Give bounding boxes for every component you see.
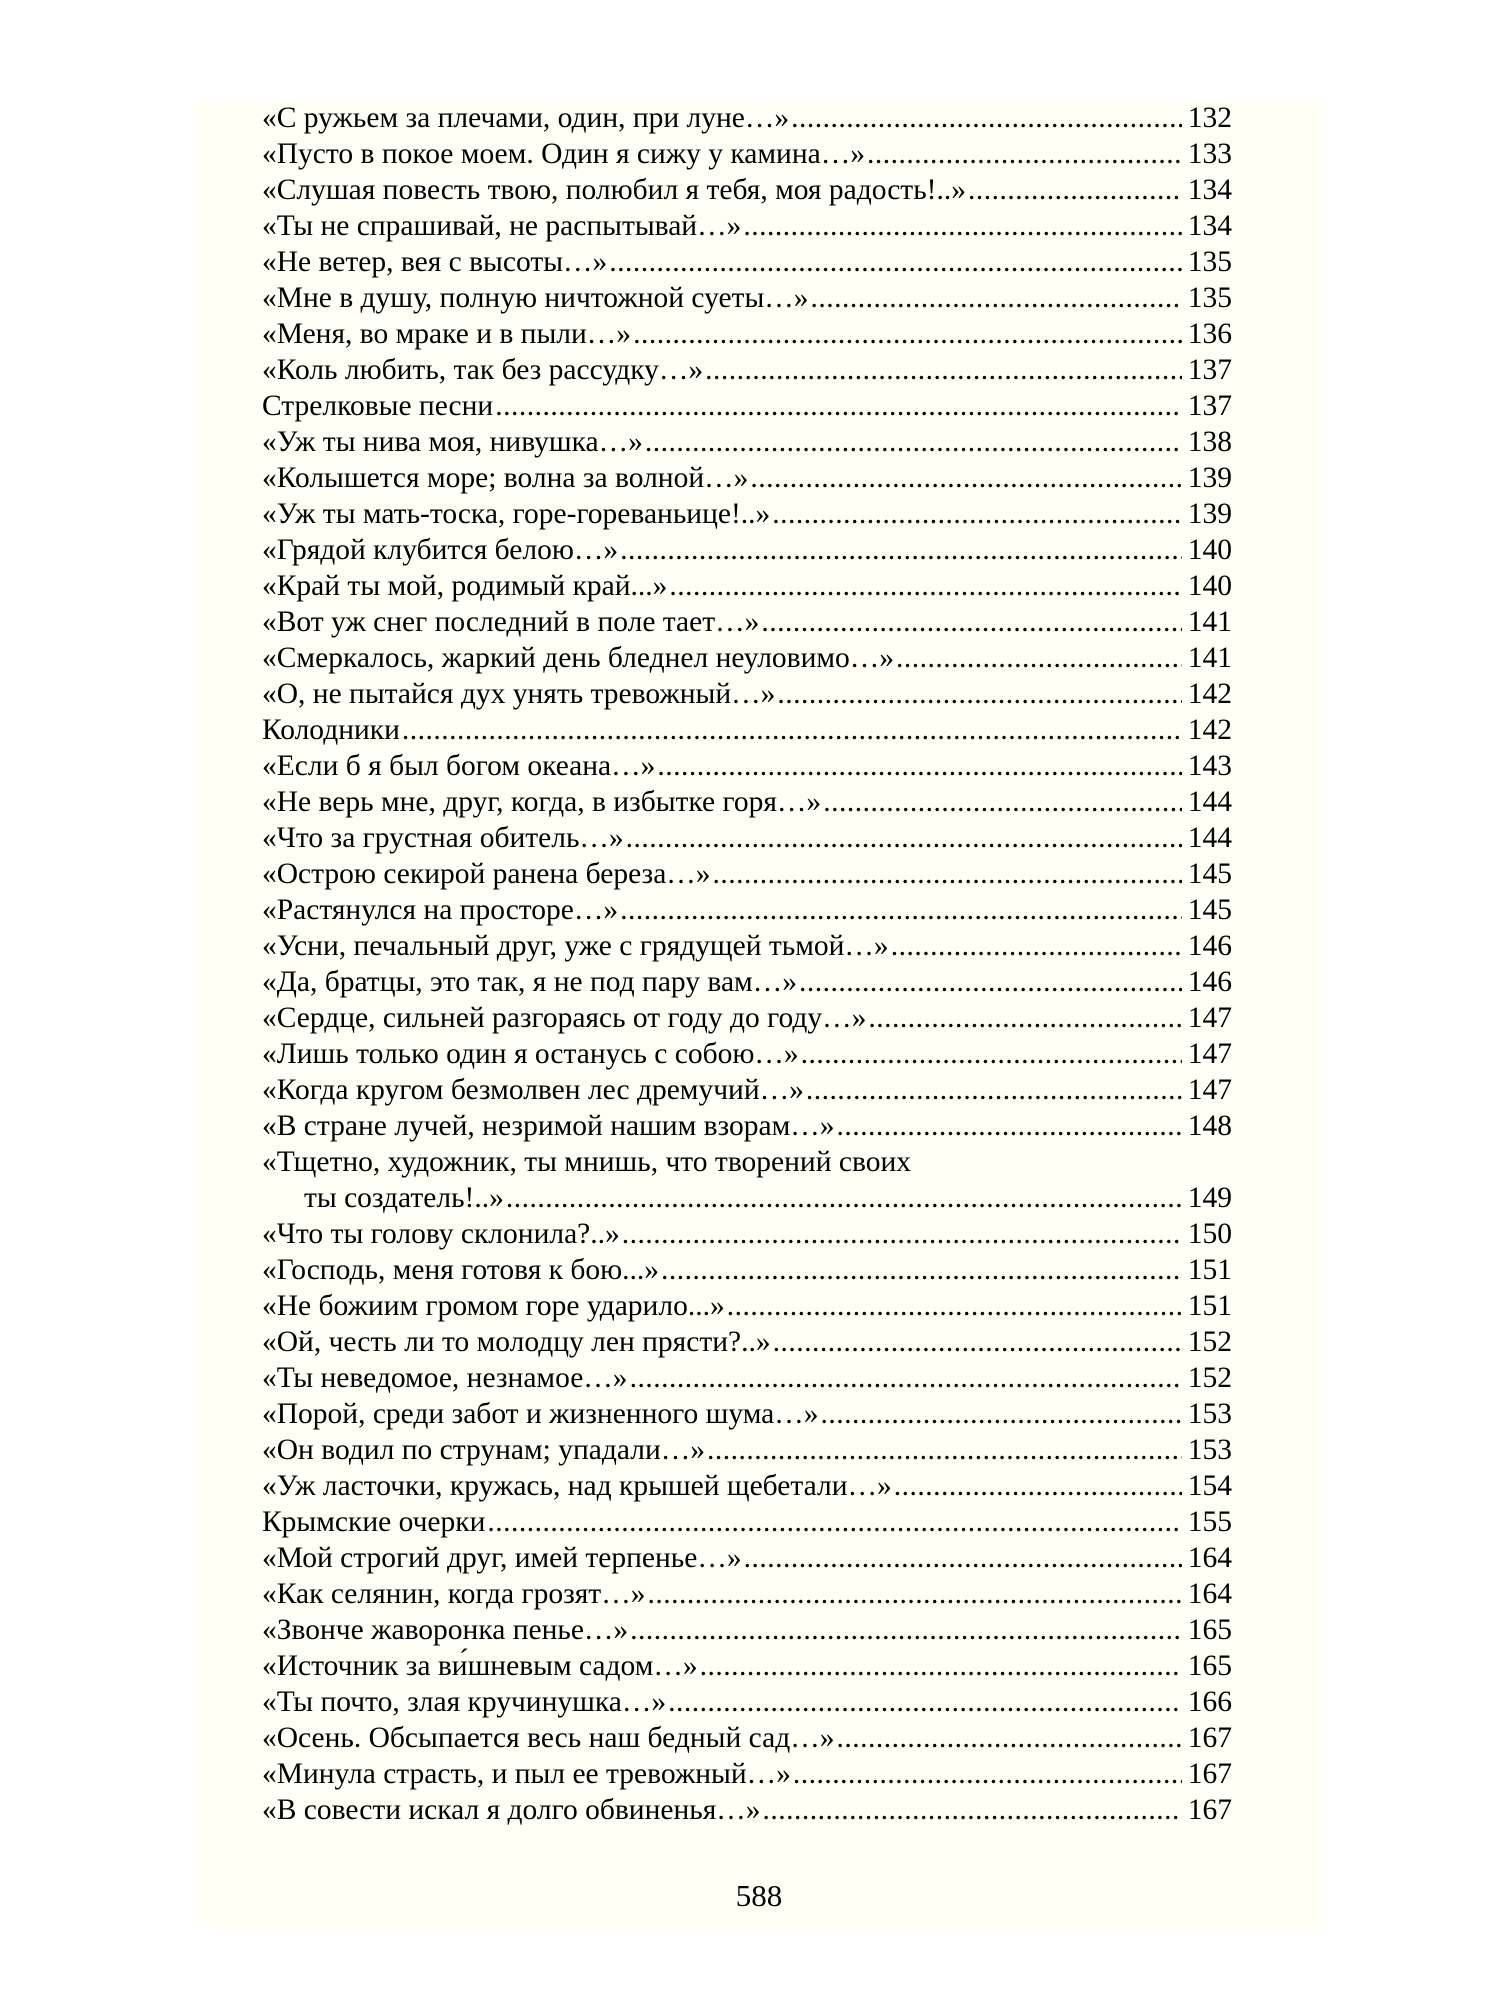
dot-leader [791,100,1182,136]
toc-entry-title: «О, не пытайся дух унять тревожный…» [262,678,776,710]
toc-entry [262,496,1232,532]
dot-leader [630,1360,1182,1396]
toc-entry-page: 142 [1187,714,1232,746]
dot-leader [806,1072,1182,1108]
toc-entry-title: «Край ты мой, родимый край...» [262,570,668,602]
toc-entry [262,568,1232,604]
toc-entry-page: 139 [1187,462,1232,494]
dot-leader [402,712,1182,748]
toc-entry [262,928,1232,964]
toc-entry-page: 150 [1187,1218,1232,1250]
dot-leader [705,352,1182,388]
dot-leader [630,1612,1182,1648]
toc-entry [262,892,1232,928]
dot-leader [487,1504,1181,1540]
toc-entry [262,640,1232,676]
toc-entry-page: 144 [1187,822,1232,854]
toc-entry-page: 154 [1187,1470,1232,1502]
toc-entry-page: 153 [1187,1434,1232,1466]
toc-entry-page: 152 [1187,1326,1232,1358]
dot-leader [772,496,1181,532]
toc-entry [262,1288,1232,1324]
toc-entry [262,712,1232,748]
toc-entry [262,604,1232,640]
dot-leader [761,604,1181,640]
toc-entry [262,424,1232,460]
dot-leader [669,568,1181,604]
dot-leader [661,1252,1182,1288]
toc-entry [262,784,1232,820]
dot-leader [645,424,1182,460]
toc-entry [262,748,1232,784]
toc-entry-continuation [262,1180,1232,1216]
toc-entry-page: 147 [1187,1074,1232,1106]
dot-leader [763,1792,1182,1828]
toc-entry-title: «Порой, среди забот и жизненного шума…» [262,1398,819,1430]
toc-entry-page: 142 [1187,678,1232,710]
toc-entry [262,1504,1232,1540]
toc-entry-title: «Господь, меня готовя к бою...» [262,1254,660,1286]
toc-entry-page: 165 [1187,1614,1232,1646]
toc-entry [262,1576,1232,1612]
toc-entry-page: 140 [1187,534,1232,566]
toc-entry [262,1252,1232,1288]
toc-entry-page: 132 [1187,102,1232,134]
toc-entry-title: «Уж ты мать-тоска, горе-гореваньице!..» [262,498,771,530]
toc-entry [262,1072,1232,1108]
toc-entry-title: «Ты не спрашивай, не распытывай…» [262,210,742,242]
toc-entry-page: 140 [1187,570,1232,602]
dot-leader [633,316,1182,352]
toc-entry-title: «Мой строгий друг, имей терпенье…» [262,1542,742,1574]
toc-entry [262,1000,1232,1036]
toc-entry-page: 144 [1187,786,1232,818]
toc-entry-page: 134 [1187,174,1232,206]
toc-entry-page: 134 [1187,210,1232,242]
toc-entry [262,1324,1232,1360]
toc-entry-title: «Растянулся на просторе…» [262,894,619,926]
dot-leader [836,1720,1181,1756]
toc-entry-page: 146 [1187,930,1232,962]
toc-entry-page: 148 [1187,1110,1232,1142]
toc-entry-title: «Когда кругом безмолвен лес дремучий…» [262,1074,804,1106]
dot-leader [700,1648,1182,1684]
dot-leader [622,1216,1182,1252]
toc-entry-title: «Источник за ви́шневым садом…» [262,1650,698,1682]
dot-leader [823,784,1182,820]
toc-entry-page: 138 [1187,426,1232,458]
dot-leader [647,1576,1181,1612]
toc-entry-page: 155 [1187,1506,1232,1538]
dot-leader [657,748,1181,784]
toc-entry [262,1108,1232,1144]
dot-leader [968,172,1182,208]
toc-entry-title: «Ты неведомое, незнамое…» [262,1362,628,1394]
toc-entry-page: 153 [1187,1398,1232,1430]
toc-entry-title: «Вот уж снег последний в поле тает…» [262,606,760,638]
toc-entry [262,352,1232,388]
dot-leader [495,388,1182,424]
dot-leader [773,1324,1182,1360]
dot-leader [867,136,1182,172]
toc-entry-title: «Тщетно, художник, ты мнишь, что творений своих [262,1146,911,1178]
toc-entry [262,1216,1232,1252]
toc-entry-title: «Грядой клубится белою…» [262,534,619,566]
toc-entry-page: 167 [1187,1758,1232,1790]
dot-leader [793,1756,1182,1792]
dot-leader [668,1684,1182,1720]
toc-entry [262,1432,1232,1468]
dot-leader [609,244,1181,280]
toc-entry-page: 167 [1187,1722,1232,1754]
toc-entry [262,1720,1232,1756]
toc-entry-title: «Что за грустная обитель…» [262,822,624,854]
toc-entry-title: «Мне в душу, полную ничтожной суеты…» [262,282,809,314]
toc-entry-title: «Он водил по струнам; упадали…» [262,1434,705,1466]
toc-entry-page: 135 [1187,282,1232,314]
toc-entry [262,1036,1232,1072]
toc-entry-page: 152 [1187,1362,1232,1394]
toc-entry-title: «Ой, честь ли то молодцу лен прясти?..» [262,1326,771,1358]
toc-entry-page: 151 [1187,1290,1232,1322]
toc-entry-page: 166 [1187,1686,1232,1718]
toc-entry-page: 135 [1187,246,1232,278]
toc-entry-title: «Пусто в покое моем. Один я сижу у камина…» [262,138,865,170]
toc-entry [262,676,1232,712]
toc-entry-page: 136 [1187,318,1232,350]
toc-entry [262,964,1232,1000]
toc-entry [262,1612,1232,1648]
toc-entry-page: 143 [1187,750,1232,782]
toc-entry-title: «Колышется море; волна за волной…» [262,462,749,494]
toc-entry [262,1684,1232,1720]
dot-leader [777,676,1181,712]
toc-entry-title: «Усни, печальный друг, уже с грядущей тьмой…» [262,930,889,962]
toc-entry-title: «Не божиим громом горе ударило...» [262,1290,725,1322]
toc-entry-title: «Осень. Обсыпается весь наш бедный сад…» [262,1722,835,1754]
page-number: 588 [735,1878,783,1913]
toc-entry [262,1144,1232,1180]
toc-entry [262,316,1232,352]
toc-entry [262,856,1232,892]
toc-entry [262,136,1232,172]
dot-leader [620,532,1182,568]
toc-entry-page: 164 [1187,1542,1232,1574]
dot-leader [801,1036,1182,1072]
toc-entry-page: 145 [1187,858,1232,890]
toc-entry-title: «Коль любить, так без рассудку…» [262,354,704,386]
toc-entry-title: «Уж ты нива моя, нивушка…» [262,426,643,458]
dot-leader [799,964,1182,1000]
toc-entry-page: 145 [1187,894,1232,926]
toc-entry-title: «Меня, во мраке и в пыли…» [262,318,632,350]
toc-entry [262,1540,1232,1576]
toc-entry [262,1468,1232,1504]
dot-leader [506,1180,1182,1216]
toc-entry-title: «Острою секирой ранена береза…» [262,858,711,890]
toc-entry-title: «Сердце, сильней разгораясь от году до году…» [262,1002,867,1034]
toc-entry-title: «Звонче жаворонка пенье…» [262,1614,629,1646]
toc-entry-title: Стрелковые песни [262,390,494,422]
toc-entry-page: 141 [1187,642,1232,674]
toc-entry-title: «Уж ласточки, кружась, над крышей щебетали…» [262,1470,892,1502]
dot-leader [837,1108,1182,1144]
toc-entry-title: «Как селянин, когда грозят…» [262,1578,646,1610]
dot-leader [891,928,1182,964]
toc-entry-page: 133 [1187,138,1232,170]
dot-leader [707,1432,1182,1468]
toc-entry [262,1792,1232,1828]
dot-leader [744,1540,1182,1576]
toc-entry-page: 141 [1187,606,1232,638]
toc-entry [262,172,1232,208]
toc-entry-title: «Не ветер, вея с высоты…» [262,246,608,278]
toc-entry [262,1396,1232,1432]
dot-leader [743,208,1181,244]
toc-entry-title: Крымские очерки [262,1506,486,1538]
toc-entry-title: «Что ты голову склонила?..» [262,1218,620,1250]
toc-entry-title: «Не верь мне, друг, когда, в избытке горя…» [262,786,822,818]
toc-entry-page: 151 [1187,1254,1232,1286]
toc-entry-title: «С ружьем за плечами, один, при луне…» [262,102,790,134]
toc-entry [262,388,1232,424]
toc-entry-page: 165 [1187,1650,1232,1682]
toc-entry-title: «Ты почто, злая кручинушка…» [262,1686,667,1718]
toc-entry-title-continuation: ты создатель!..» [304,1182,504,1214]
toc-entry [262,820,1232,856]
toc-entry-page: 164 [1187,1578,1232,1610]
dot-leader [821,1396,1182,1432]
toc-entry [262,1648,1232,1684]
toc-entry-title: «Да, братцы, это так, я не под пару вам…» [262,966,797,998]
toc-entry-title: «Смеркалось, жаркий день бледнел неуловимо…» [262,642,895,674]
toc-entry [262,100,1232,136]
table-of-contents [262,100,1232,1828]
toc-entry-page: 146 [1187,966,1232,998]
toc-entry-title: Колодники [262,714,400,746]
toc-entry-title: «Если б я был богом океана…» [262,750,656,782]
dot-leader [620,892,1182,928]
toc-entry-page: 147 [1187,1002,1232,1034]
toc-entry [262,1360,1232,1396]
toc-entry [262,532,1232,568]
dot-leader [750,460,1181,496]
toc-entry-page: 139 [1187,498,1232,530]
toc-entry-title: «В стране лучей, незримой нашим взорам…» [262,1110,835,1142]
book-page [195,100,1323,1930]
dot-leader [713,856,1182,892]
toc-entry [262,244,1232,280]
toc-entry-page: 167 [1187,1794,1232,1826]
toc-entry [262,1756,1232,1792]
toc-entry-page: 149 [1187,1182,1232,1214]
toc-entry [262,280,1232,316]
dot-leader [894,1468,1182,1504]
dot-leader [868,1000,1181,1036]
toc-entry-title: «Минула страсть, и пыл ее тревожный…» [262,1758,791,1790]
dot-leader [727,1288,1182,1324]
dot-leader [626,820,1182,856]
toc-entry-page: 147 [1187,1038,1232,1070]
toc-entry-title: «В совести искал я долго обвиненья…» [262,1794,761,1826]
toc-entry [262,460,1232,496]
dot-leader [811,280,1182,316]
toc-entry-page: 137 [1187,390,1232,422]
toc-entry-title: «Лишь только один я останусь с собою…» [262,1038,799,1070]
toc-entry-title: «Слушая повесть твою, полюбил я тебя, моя радость!..» [262,174,966,206]
toc-entry-page: 137 [1187,354,1232,386]
dot-leader [896,640,1182,676]
toc-entry [262,208,1232,244]
